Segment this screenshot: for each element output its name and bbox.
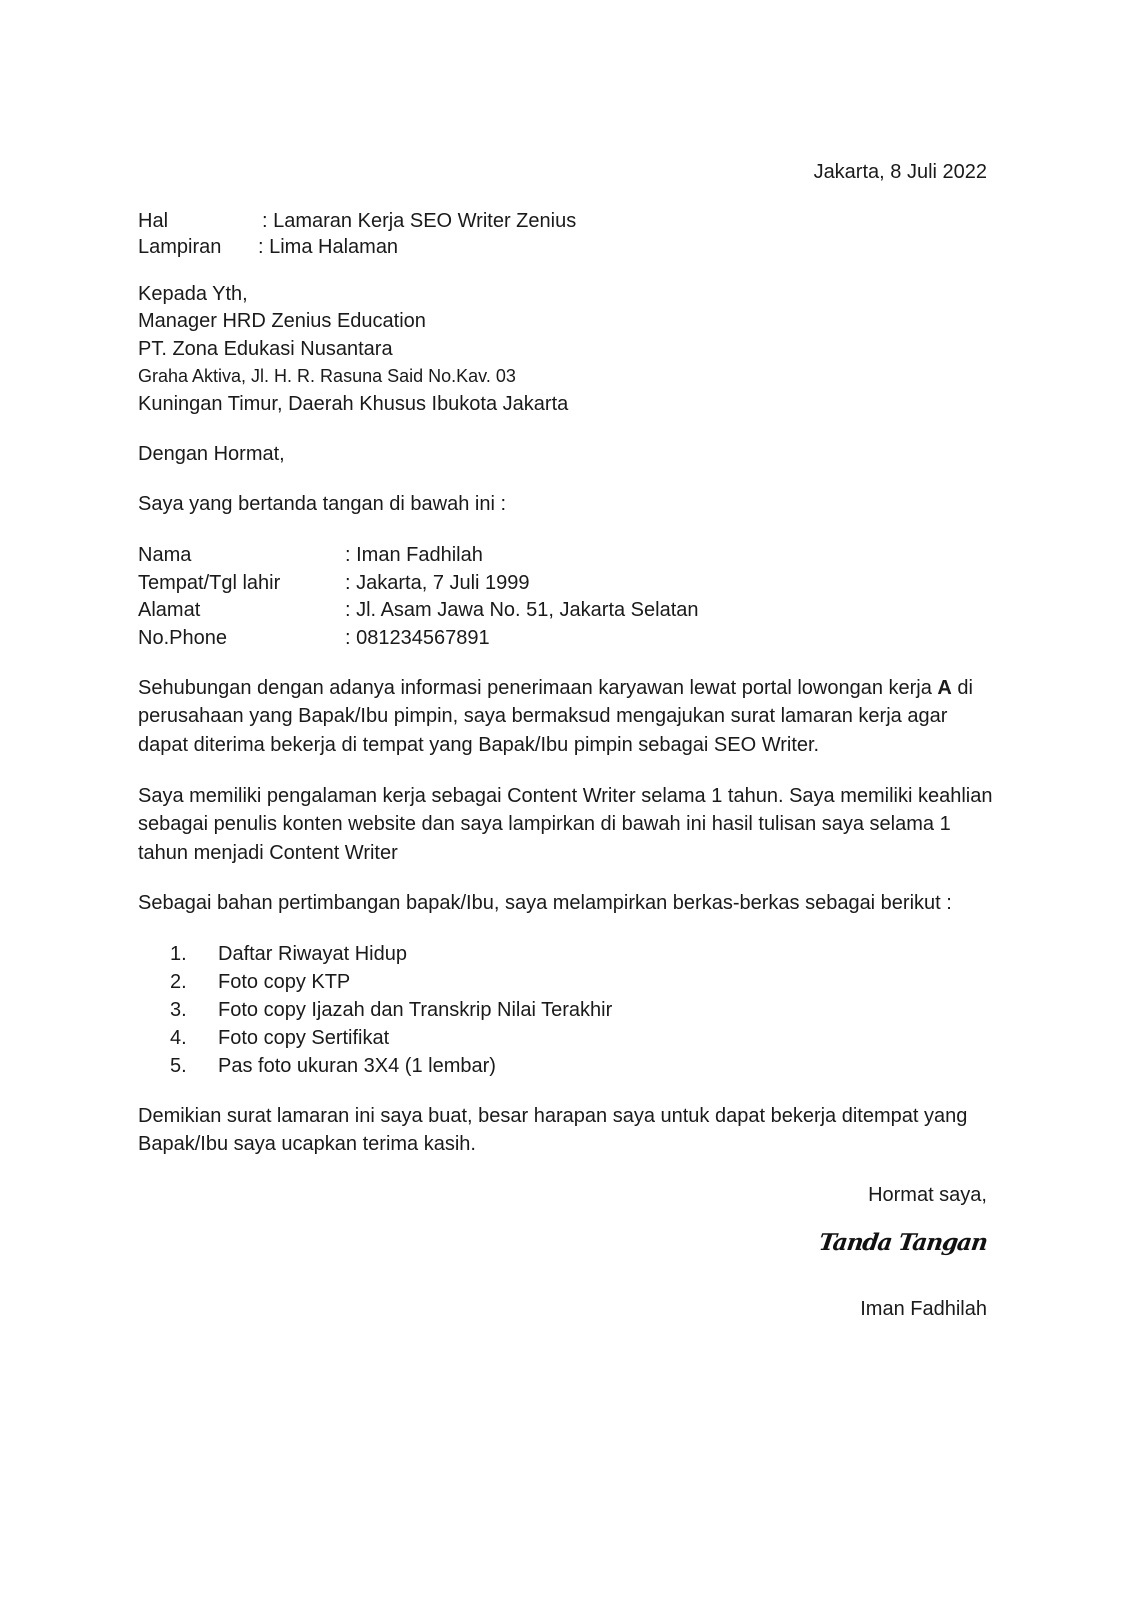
intro-line: Saya yang bertanda tangan di bawah ini : — [138, 493, 507, 515]
list-item — [170, 968, 612, 996]
list-number: 1. — [170, 943, 187, 965]
hal-value: : Lamaran Kerja SEO Writer Zenius — [262, 210, 577, 232]
recipient-line: Graha Aktiva, Jl. H. R. Rasuna Said No.Kav. 03 — [138, 366, 516, 387]
list-number: 5. — [170, 1055, 187, 1077]
paragraph-bold-text: A — [937, 677, 952, 699]
list-number: 4. — [170, 1027, 187, 1049]
identity-value: : Jl. Asam Jawa No. 51, Jakarta Selatan — [345, 599, 699, 621]
subject-row-hal — [138, 208, 576, 234]
identity-value: : 081234567891 — [345, 626, 490, 649]
list-text: Foto copy Sertifikat — [218, 1027, 390, 1049]
identity-table — [138, 542, 699, 652]
signer-name: Iman Fadhilah — [860, 1298, 987, 1320]
identity-value: : Jakarta, 7 Juli 1999 — [345, 571, 530, 594]
paragraph-attachments-intro: Sebagai bahan pertimbangan bapak/Ibu, saya melampirkan berkas-berkas sebagai berikut : — [138, 892, 952, 914]
paragraph-experience: Saya memiliki pengalaman kerja sebagai Content Writer selama 1 tahun. Saya memiliki keahlian sebagai penulis konten website dan saya lampirkan di bawah ini hasil tulisan saya selama 1 tahun menjadi Content Writer — [138, 785, 993, 864]
subject-block — [138, 208, 576, 260]
greeting: Dengan Hormat, — [138, 443, 285, 465]
signature: Tanda Tangan — [817, 1229, 989, 1256]
letter-date: Jakarta, 8 Juli 2022 — [813, 161, 987, 183]
identity-row — [138, 570, 699, 598]
paragraph-application — [138, 674, 998, 759]
attachment-list — [170, 940, 612, 1080]
list-item — [170, 996, 612, 1024]
identity-label: No.Phone — [138, 626, 227, 649]
lampiran-value: : Lima Halaman — [258, 236, 399, 258]
paragraph-text: Sehubungan dengan adanya informasi penerimaan karyawan lewat portal lowongan kerja — [138, 677, 938, 699]
recipient-line: Kepada Yth, — [138, 283, 248, 305]
recipient-line: Kuningan Timur, Daerah Khusus Ibukota Jakarta — [138, 392, 569, 415]
closing-paragraph: Demikian surat lamaran ini saya buat, besar harapan saya untuk dapat bekerja ditempat yang Bapak/Ibu saya ucapkan terima kasih. — [138, 1105, 968, 1156]
sign-off: Hormat saya, — [868, 1184, 987, 1206]
recipient-address — [138, 281, 568, 418]
identity-value: : Iman Fadhilah — [345, 544, 483, 566]
list-item — [170, 1024, 612, 1052]
lampiran-label: Lampiran — [138, 236, 222, 258]
subject-row-lampiran — [138, 234, 576, 260]
recipient-line: Manager HRD Zenius Education — [138, 310, 426, 333]
hal-label: Hal — [138, 210, 169, 232]
list-text: Foto copy Ijazah dan Transkrip Nilai Terakhir — [218, 999, 613, 1021]
recipient-line: PT. Zona Edukasi Nusantara — [138, 337, 393, 360]
paragraph-text: di perusahaan yang Bapak/Ibu pimpin, saya bermaksud mengajukan surat lamaran kerja agar dapat diterima bekerja di tempat yang Bapak/Ibu pimpin sebagai SEO Writer. — [138, 677, 973, 756]
identity-label: Nama — [138, 544, 192, 566]
identity-label: Alamat — [138, 599, 201, 621]
list-text: Daftar Riwayat Hidup — [218, 943, 407, 965]
identity-row — [138, 597, 699, 625]
identity-row — [138, 542, 699, 570]
list-item — [170, 940, 612, 968]
list-text: Foto copy KTP — [218, 971, 351, 993]
identity-label: Tempat/Tgl lahir — [138, 571, 281, 594]
identity-row — [138, 625, 699, 653]
list-text: Pas foto ukuran 3X4 (1 lembar) — [218, 1055, 496, 1077]
list-number: 2. — [170, 971, 187, 993]
list-item — [170, 1052, 612, 1080]
list-number: 3. — [170, 999, 187, 1021]
